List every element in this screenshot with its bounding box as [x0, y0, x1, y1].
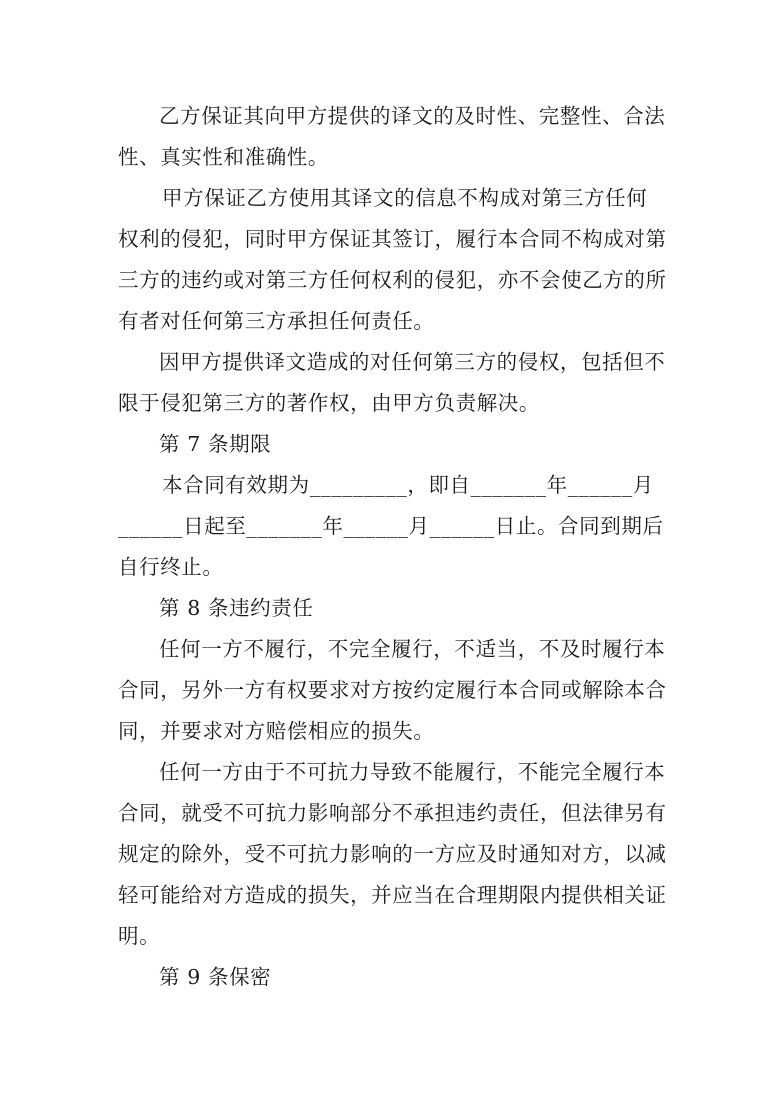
- section-heading-9: 第 9 条保密: [159, 965, 272, 989]
- paragraph-line: 本合同有效期为_________，即自_______年______月: [162, 473, 654, 497]
- paragraph-line: 乙方保证其向甲方提供的译文的及时性、完整性、合法: [159, 104, 666, 128]
- paragraph-line: 合同，就受不可抗力影响部分不承担违约责任，但法律另有: [118, 801, 667, 825]
- paragraph-line: 任何一方由于不可抗力导致不能履行，不能完全履行本: [159, 760, 666, 784]
- paragraph-line: 有者对任何第三方承担任何责任。: [118, 309, 435, 333]
- paragraph-line: 限于侵犯第三方的著作权，由甲方负责解决。: [118, 391, 540, 415]
- paragraph-line: 合同，另外一方有权要求对方按约定履行本合同或解除本合: [118, 678, 667, 702]
- paragraph-line: 同，并要求对方赔偿相应的损失。: [118, 719, 435, 743]
- paragraph-line: 三方的违约或对第三方任何权利的侵犯，亦不会使乙方的所: [118, 268, 667, 292]
- paragraph-line: 性、真实性和准确性。: [118, 145, 329, 169]
- document-body: [118, 96, 667, 998]
- paragraph-line: 甲方保证乙方使用其译文的信息不构成对第三方任何: [162, 186, 648, 210]
- section-heading-8: 第 8 条违约责任: [159, 596, 314, 620]
- paragraph-line: 任何一方不履行，不完全履行，不适当，不及时履行本: [159, 637, 666, 661]
- paragraph-line: 规定的除外，受不可抗力影响的一方应及时通知对方，以减: [118, 842, 667, 866]
- paragraph-line: 因甲方提供译文造成的对任何第三方的侵权，包括但不: [159, 350, 666, 374]
- paragraph-line: 权利的侵犯，同时甲方保证其签订，履行本合同不构成对第: [118, 227, 667, 251]
- paragraph-line: 自行终止。: [118, 555, 224, 579]
- paragraph-line: 轻可能给对方造成的损失，并应当在合理期限内提供相关证: [118, 883, 667, 907]
- paragraph-line: ______日起至_______年______月______日止。合同到期后: [118, 514, 664, 538]
- section-heading-7: 第 7 条期限: [159, 432, 272, 456]
- paragraph-line: 明。: [118, 924, 161, 948]
